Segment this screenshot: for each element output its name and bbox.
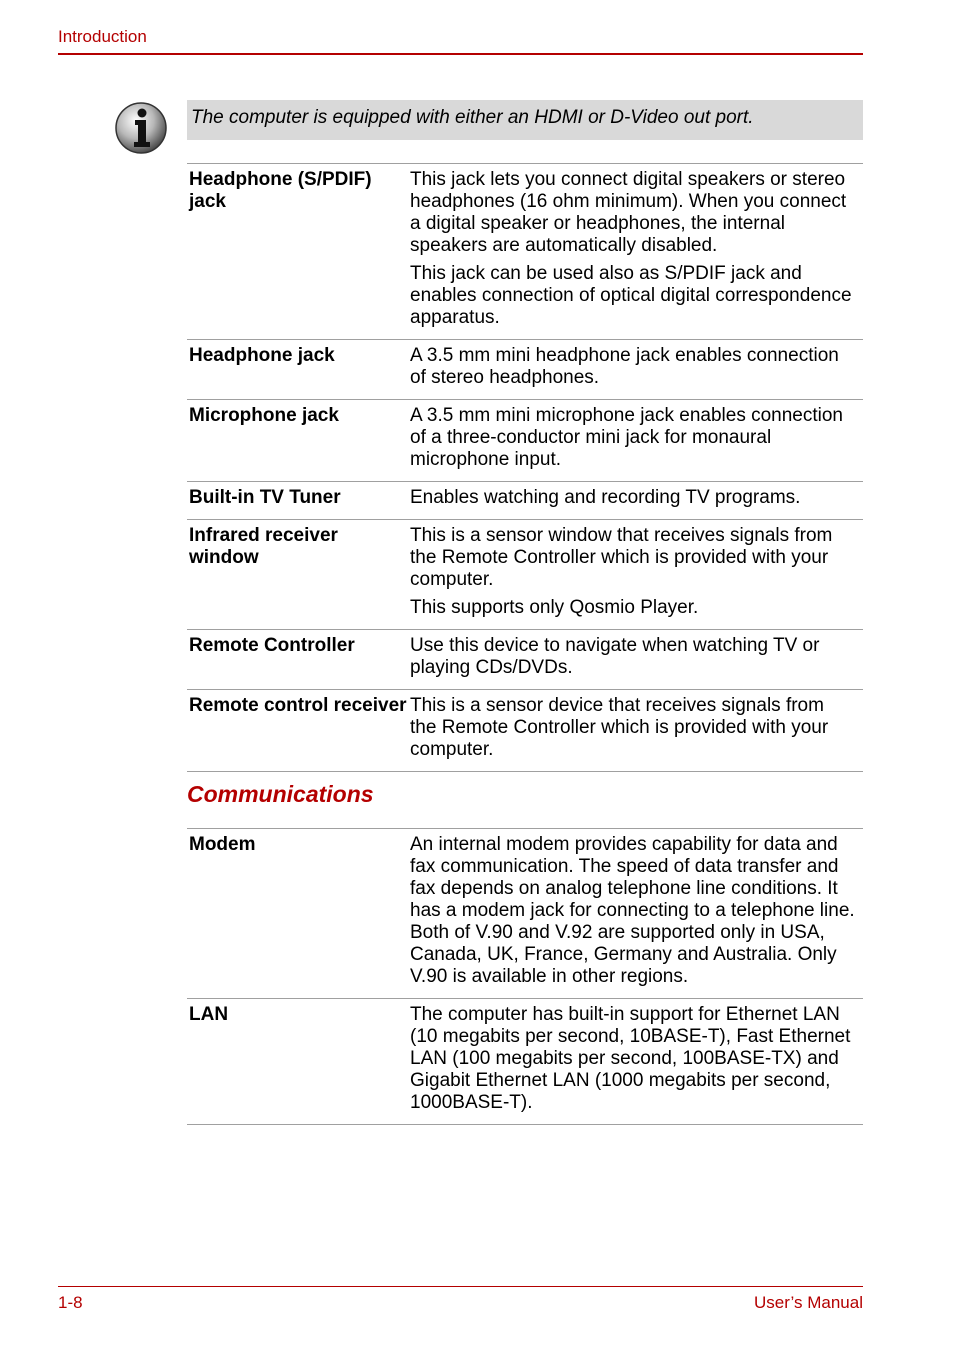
term-cell: Infrared receiver window xyxy=(189,525,338,568)
term-cell: Headphone jack xyxy=(189,345,335,366)
term-cell: Remote Controller xyxy=(189,635,355,656)
section-heading: Communications xyxy=(187,781,374,807)
info-icon xyxy=(113,101,169,155)
term-cell: Modem xyxy=(189,834,256,855)
description-cell xyxy=(410,405,863,471)
description-paragraph: A 3.5 mm mini microphone jack enables connection of a three-conductor mini jack for monaural microphone input. xyxy=(410,405,844,470)
description-paragraph: This jack lets you connect digital speakers or stereo headphones (16 ohm minimum). When you connect a digital speaker or headphones, the internal speakers are automatically disabled. xyxy=(410,169,847,256)
note-text: The computer is equipped with either an HDMI or D-Video out port. xyxy=(191,107,754,128)
description-cell xyxy=(410,635,863,679)
description-paragraph: This is a sensor window that receives signals from the Remote Controller which is provided with your computer. xyxy=(410,525,833,590)
note-box xyxy=(187,100,863,140)
description-cell xyxy=(410,834,863,988)
description-paragraph: The computer has built-in support for Ethernet LAN (10 megabits per second, 10BASE-T), Fast Ethernet LAN (100 megabits per second, 100BASE-TX) and Gigabit Ethernet LAN (1000 megabits per second, 1000BASE-T). xyxy=(410,1004,851,1113)
term-cell: LAN xyxy=(189,1004,229,1025)
description-cell xyxy=(410,695,863,761)
description-cell xyxy=(410,487,863,509)
term-cell: Remote control receiver xyxy=(189,695,407,716)
footer-divider xyxy=(58,1286,863,1287)
ports-table xyxy=(187,163,863,772)
description-paragraph: This is a sensor device that receives signals from the Remote Controller which is provided with your computer. xyxy=(410,695,829,760)
table-row xyxy=(187,690,863,772)
page-number: 1-8 xyxy=(58,1293,83,1312)
page-header-title: Introduction xyxy=(58,27,147,46)
table-row xyxy=(187,829,863,999)
description-paragraph: Enables watching and recording TV programs. xyxy=(410,487,801,508)
table-row xyxy=(187,400,863,482)
description-cell xyxy=(410,169,863,329)
description-paragraph: An internal modem provides capability for data and fax communication. The speed of data transfer and fax depends on analog telephone line conditions. It has a modem jack for connecting to a telephone line. Both of V.90 and V.92 are supported only in USA, Canada, UK, France, Germany and Australia. Only V.90 is available in other regions. xyxy=(410,834,855,987)
description-paragraph: Use this device to navigate when watching TV or playing CDs/DVDs. xyxy=(410,635,820,678)
term-cell: Headphone (S/PDIF) jack xyxy=(189,169,372,212)
header-divider xyxy=(58,53,863,55)
description-cell xyxy=(410,1004,863,1114)
manual-title: User’s Manual xyxy=(754,1293,863,1312)
term-cell: Built-in TV Tuner xyxy=(189,487,341,508)
table-row xyxy=(187,999,863,1125)
term-cell: Microphone jack xyxy=(189,405,339,426)
description-paragraph: This jack can be used also as S/PDIF jack and enables connection of optical digital correspondence apparatus. xyxy=(410,263,852,328)
communications-table xyxy=(187,828,863,1125)
description-cell xyxy=(410,525,863,619)
table-row xyxy=(187,340,863,400)
description-paragraph: A 3.5 mm mini headphone jack enables connection of stereo headphones. xyxy=(410,345,839,388)
table-row xyxy=(187,164,863,340)
table-row xyxy=(187,630,863,690)
description-cell xyxy=(410,345,863,389)
table-row xyxy=(187,482,863,520)
description-paragraph: This supports only Qosmio Player. xyxy=(410,597,699,618)
table-row xyxy=(187,520,863,630)
